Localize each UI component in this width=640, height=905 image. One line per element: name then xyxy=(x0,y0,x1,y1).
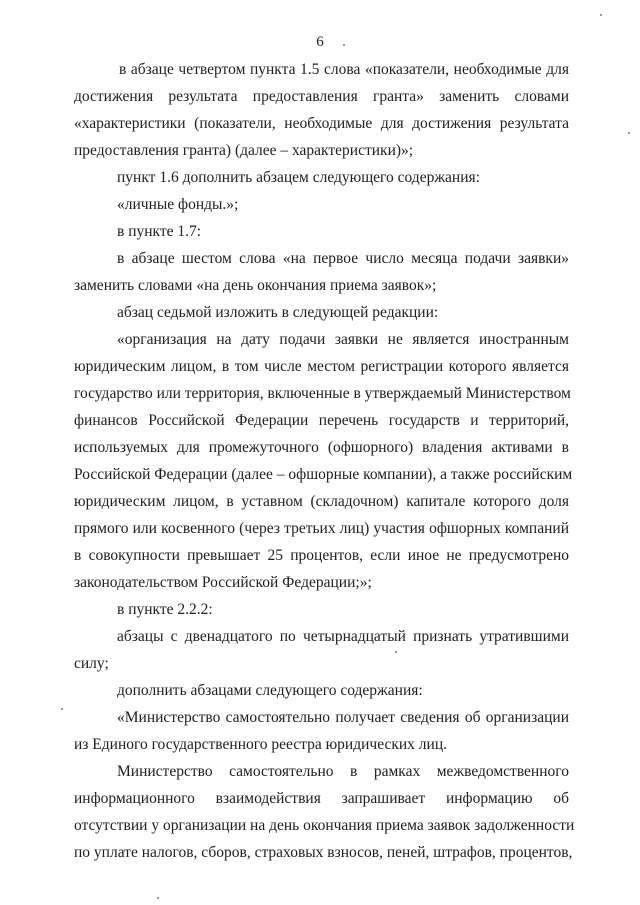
scan-speck xyxy=(343,44,345,46)
text-line: абзацы с двенадцатого по четырнадцатый признать утратившими xyxy=(117,628,569,645)
text-line: финансов Российской Федерации перечень государств и территорий, xyxy=(74,412,569,429)
text-line: отсутствии у организации на день окончания приема заявок задолженности xyxy=(74,817,575,834)
text-line: юридическим лицом, в уставном (складочном) капитале которого доля xyxy=(74,493,569,510)
scan-speck xyxy=(628,132,630,134)
text-line: государство или территория, включенные в утверждаемый Министерством xyxy=(74,385,571,402)
text-line: заменить словами «на день окончания приема заявок»; xyxy=(74,277,437,294)
scan-speck xyxy=(61,708,63,710)
text-line: Российской Федерации (далее – офшорные компании), а также российским xyxy=(74,466,573,483)
text-line: по уплате налогов, сборов, страховых взносов, пеней, штрафов, процентов, xyxy=(74,844,573,861)
scan-speck xyxy=(157,897,159,899)
page-number: 6 xyxy=(316,34,324,50)
text-line: в пункте 2.2.2: xyxy=(117,601,213,618)
text-line: «личные фонды.»; xyxy=(117,196,239,213)
text-line: пункт 1.6 дополнить абзацем следующего содержания: xyxy=(117,169,480,186)
scan-speck xyxy=(395,651,397,653)
text-line: юридическим лицом, в том числе местом регистрации которого является xyxy=(74,358,569,375)
text-line: достижения результата предоставления гранта» заменить словами xyxy=(74,88,569,105)
text-line: в пункте 1.7: xyxy=(117,223,202,240)
text-line: «организация на дату подачи заявки не является иностранным xyxy=(117,331,569,348)
text-line: в абзаце шестом слова «на первое число месяца подачи заявки» xyxy=(117,250,569,267)
text-line: в совокупности превышает 25 процентов, если иное не предусмотрено xyxy=(74,547,569,564)
text-line: информационного взаимодействия запрашивает информацию об xyxy=(74,790,569,807)
text-line: дополнить абзацами следующего содержания: xyxy=(117,682,423,699)
text-line: прямого или косвенного (через третьих лиц) участия офшорных компаний xyxy=(74,520,569,537)
text-line: «характеристики (показатели, необходимые для достижения результата xyxy=(74,115,569,132)
text-line: «Министерство самостоятельно получает сведения об организации xyxy=(117,709,569,726)
text-line: используемых для промежуточного (офшорного) владения активами в xyxy=(74,439,569,456)
text-line: абзац седьмой изложить в следующей редакции: xyxy=(117,304,439,321)
text-line: предоставления гранта) (далее – характеристики)»; xyxy=(74,142,414,159)
text-line: силу; xyxy=(74,655,109,672)
text-line: законодательством Российской Федерации;»; xyxy=(74,574,372,591)
text-line: из Единого государственного реестра юридических лиц. xyxy=(74,736,447,753)
scan-speck xyxy=(600,14,602,16)
text-line: в абзаце четвертом пункта 1.5 слова «показатели, необходимые для xyxy=(119,61,569,78)
text-line: Министерство самостоятельно в рамках межведомственного xyxy=(117,763,569,780)
